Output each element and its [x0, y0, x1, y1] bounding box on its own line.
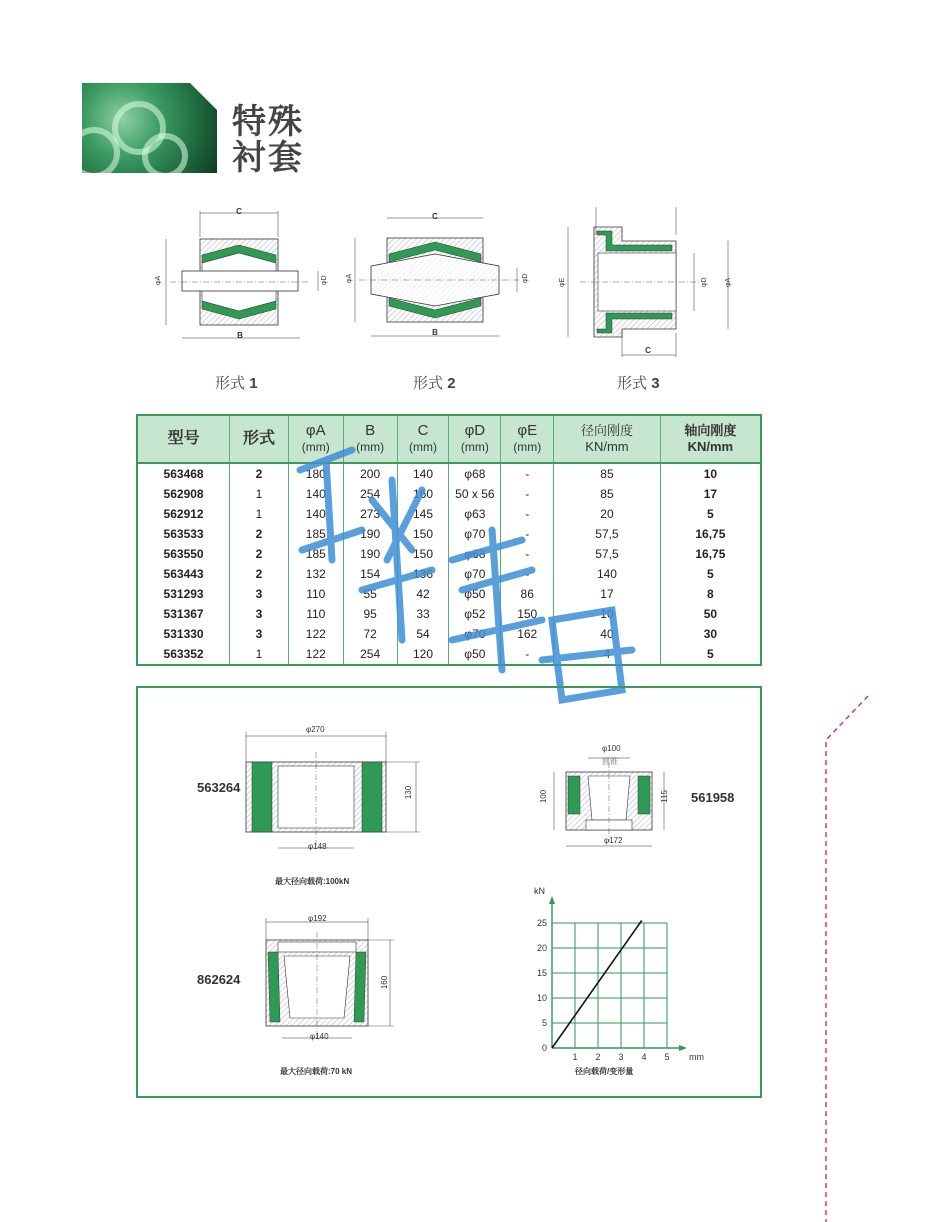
- table-cell: 563352: [163, 647, 204, 661]
- load-deflection-chart: [520, 880, 710, 1080]
- table-cell: 57,5: [554, 524, 661, 544]
- part-563264-drawing: [240, 722, 430, 857]
- form2-dim-a: φA: [346, 273, 353, 283]
- table-cell: 562912: [163, 507, 204, 521]
- part-561958-sub-dim: 圆锥: [602, 757, 618, 766]
- chart-x-tick-label: 2: [595, 1052, 601, 1062]
- table-cell: -: [501, 524, 554, 544]
- table-cell: 50 x 56: [449, 484, 501, 504]
- table-cell: 185: [288, 524, 343, 544]
- table-cell: -: [501, 644, 554, 665]
- table-cell: 57,5: [554, 544, 661, 564]
- chart-y-axis-arrow: [549, 896, 555, 904]
- table-row: [137, 624, 761, 644]
- table-cell: 1: [230, 644, 289, 665]
- header-c: C (mm): [397, 415, 449, 463]
- chart-x-axis-label: mm: [689, 1052, 704, 1062]
- form-2-label-num: 2: [447, 375, 456, 392]
- table-cell: 132: [288, 564, 343, 584]
- table-cell: 563533: [163, 527, 204, 541]
- form-3-diagram: [550, 205, 740, 363]
- form3-dim-e: φE: [559, 277, 566, 287]
- table-cell: 1: [230, 504, 289, 524]
- table-cell: 140: [554, 564, 661, 584]
- table-cell: 5: [660, 504, 761, 524]
- table-row: [137, 524, 761, 544]
- form-3-label-text: 形式: [617, 375, 648, 392]
- table-cell: 16,75: [660, 544, 761, 564]
- part-561958-top-dim: φ100: [602, 744, 621, 753]
- table-cell: 140: [288, 504, 343, 524]
- table-cell: 42: [397, 584, 449, 604]
- table-cell: 562908: [163, 487, 204, 501]
- form-2-label: [413, 372, 456, 393]
- table-cell: 254: [343, 644, 397, 665]
- chart-y-tick-label: 15: [536, 968, 547, 978]
- table-row: [137, 484, 761, 504]
- table-cell: 110: [288, 604, 343, 624]
- part-563264-bottom-dim: φ148: [308, 842, 327, 851]
- table-cell: φ70: [449, 624, 501, 644]
- form3-dim-d: φD: [701, 277, 708, 287]
- table-cell: 120: [397, 644, 449, 665]
- chart-y-tick-label: 0: [541, 1043, 547, 1053]
- table-cell: 2: [230, 524, 289, 544]
- table-cell: 150: [501, 604, 554, 624]
- part-561958-label: 561958: [691, 790, 735, 805]
- table-cell: 136: [397, 564, 449, 584]
- table-cell: 1: [230, 484, 289, 504]
- table-cell: 122: [288, 644, 343, 665]
- header-radial-stiffness: 径向刚度 KN/mm: [554, 415, 661, 463]
- table-cell: 5: [660, 644, 761, 665]
- table-cell: 8: [660, 584, 761, 604]
- chart-y-tick-label: 10: [536, 993, 547, 1003]
- part-862624-side-dim: 160: [380, 975, 390, 990]
- page-title: [232, 104, 304, 176]
- table-cell: 86: [501, 584, 554, 604]
- part-563264-caption: 最大径向载荷:100kN: [275, 877, 350, 886]
- chart-x-tick-label: 5: [664, 1052, 670, 1062]
- table-cell: 16,75: [660, 524, 761, 544]
- table-cell: 140: [288, 484, 343, 504]
- form-2-diagram: [345, 208, 535, 350]
- table-cell: 5: [660, 564, 761, 584]
- table-cell: 563550: [163, 547, 204, 561]
- chart-x-tick-label: 3: [618, 1052, 624, 1062]
- table-row: [137, 504, 761, 524]
- table-cell: 140: [397, 463, 449, 484]
- chart-y-axis-label: kN: [534, 886, 545, 896]
- dashed-guide-line: [820, 690, 880, 1222]
- header-d: φD (mm): [449, 415, 501, 463]
- part-862624-bottom-dim: φ140: [310, 1032, 329, 1041]
- table-cell: 200: [343, 463, 397, 484]
- table-cell: 531330: [163, 627, 204, 641]
- table-cell: 85: [554, 484, 661, 504]
- table-cell: -: [501, 463, 554, 484]
- table-cell: 122: [288, 624, 343, 644]
- table-cell: 162: [501, 624, 554, 644]
- part-561958-right-dim: 115: [659, 790, 669, 803]
- table-cell: 160: [397, 484, 449, 504]
- chart-x-axis-arrow: [679, 1045, 687, 1051]
- table-cell: 273: [343, 504, 397, 524]
- part-561958-left-dim: 100: [539, 789, 549, 804]
- table-cell: 33: [397, 604, 449, 624]
- table-cell: 85: [554, 463, 661, 484]
- table-cell: 563443: [163, 567, 204, 581]
- chart-series-line: [552, 921, 642, 1049]
- table-cell: 3: [230, 604, 289, 624]
- table-cell: 17: [554, 584, 661, 604]
- table-cell: 50: [660, 604, 761, 624]
- table-cell: 110: [288, 584, 343, 604]
- chart-y-tick-label: 20: [536, 943, 547, 953]
- table-cell: 150: [397, 524, 449, 544]
- table-row: [137, 584, 761, 604]
- table-cell: 180: [288, 463, 343, 484]
- header-b: B (mm): [343, 415, 397, 463]
- table-cell: φ50: [449, 644, 501, 665]
- table-header-row: [137, 415, 761, 463]
- part-563264-side-dim: 130: [404, 785, 414, 800]
- table-cell: 17: [660, 484, 761, 504]
- table-cell: 185: [288, 544, 343, 564]
- part-862624-label: 862624: [197, 972, 241, 987]
- form1-dim-a: φA: [155, 275, 162, 285]
- table-row: [137, 604, 761, 624]
- table-cell: φ63: [449, 504, 501, 524]
- table-cell: 531367: [163, 607, 204, 621]
- table-cell: 154: [343, 564, 397, 584]
- chart-y-tick-label: 25: [536, 918, 547, 928]
- table-cell: -: [501, 484, 554, 504]
- spec-table: [136, 414, 762, 666]
- form2-dim-c: C: [432, 212, 438, 221]
- table-cell: 4: [554, 644, 661, 665]
- table-cell: 10: [554, 604, 661, 624]
- header-form: 形式: [230, 415, 289, 463]
- chart-x-tick-label: 1: [572, 1052, 578, 1062]
- table-cell: φ68: [449, 463, 501, 484]
- table-cell: 72: [343, 624, 397, 644]
- table-cell: 2: [230, 463, 289, 484]
- form1-dim-b: B: [237, 331, 243, 340]
- form1-dim-c: C: [236, 207, 242, 216]
- table-cell: 150: [397, 544, 449, 564]
- table-cell: φ68: [449, 544, 501, 564]
- table-cell: 20: [554, 504, 661, 524]
- part-862624-top-dim: φ192: [308, 914, 327, 923]
- form-3-label-num: 3: [651, 375, 660, 392]
- form-3-label: [617, 372, 660, 393]
- table-cell: φ52: [449, 604, 501, 624]
- table-cell: 95: [343, 604, 397, 624]
- form-1-diagram: [150, 205, 330, 350]
- table-cell: 40: [554, 624, 661, 644]
- form-2-label-text: 形式: [413, 375, 444, 392]
- part-563264-label: 563264: [197, 780, 241, 795]
- table-cell: 2: [230, 544, 289, 564]
- table-cell: 190: [343, 524, 397, 544]
- table-cell: 145: [397, 504, 449, 524]
- chart-x-tick-label: 4: [641, 1052, 647, 1062]
- chart-y-tick-label: 5: [541, 1018, 547, 1028]
- table-cell: 3: [230, 584, 289, 604]
- table-cell: -: [501, 564, 554, 584]
- part-561958-bottom-dim: φ172: [604, 836, 623, 845]
- chart-caption: 径向载荷/变形量: [575, 1067, 634, 1076]
- title-line-1: 特殊: [232, 103, 304, 141]
- form3-dim-a: φA: [725, 277, 732, 287]
- header-a: φA (mm): [288, 415, 343, 463]
- table-cell: 10: [660, 463, 761, 484]
- table-cell: φ50: [449, 584, 501, 604]
- table-row: [137, 644, 761, 665]
- table-cell: 190: [343, 544, 397, 564]
- table-cell: 2: [230, 564, 289, 584]
- table-cell: 254: [343, 484, 397, 504]
- form2-dim-b: B: [432, 328, 438, 337]
- header-model: 型号: [137, 415, 230, 463]
- title-line-2: 衬套: [232, 139, 304, 177]
- table-cell: 55: [343, 584, 397, 604]
- table-row: [137, 463, 761, 484]
- table-row: [137, 544, 761, 564]
- form3-dim-c: C: [645, 346, 651, 355]
- header-e: φE (mm): [501, 415, 554, 463]
- table-cell: φ70: [449, 524, 501, 544]
- table-cell: -: [501, 504, 554, 524]
- table-cell: φ70: [449, 564, 501, 584]
- table-cell: 30: [660, 624, 761, 644]
- form1-dim-d: φD: [321, 275, 328, 285]
- header-axial-stiffness: 轴向刚度 KN/mm: [660, 415, 761, 463]
- form-1-label-num: 1: [249, 375, 258, 392]
- table-cell: 563468: [163, 467, 204, 481]
- part-563264-top-dim: φ270: [306, 725, 325, 734]
- table-row: [137, 564, 761, 584]
- form2-dim-d: φD: [522, 273, 529, 283]
- part-862624-caption: 最大径向载荷:70 kN: [280, 1067, 353, 1076]
- header-image: [82, 83, 217, 173]
- table-cell: 3: [230, 624, 289, 644]
- table-cell: 54: [397, 624, 449, 644]
- form-1-label: [215, 372, 258, 393]
- table-cell: -: [501, 544, 554, 564]
- form-1-label-text: 形式: [215, 375, 246, 392]
- table-cell: 531293: [163, 587, 204, 601]
